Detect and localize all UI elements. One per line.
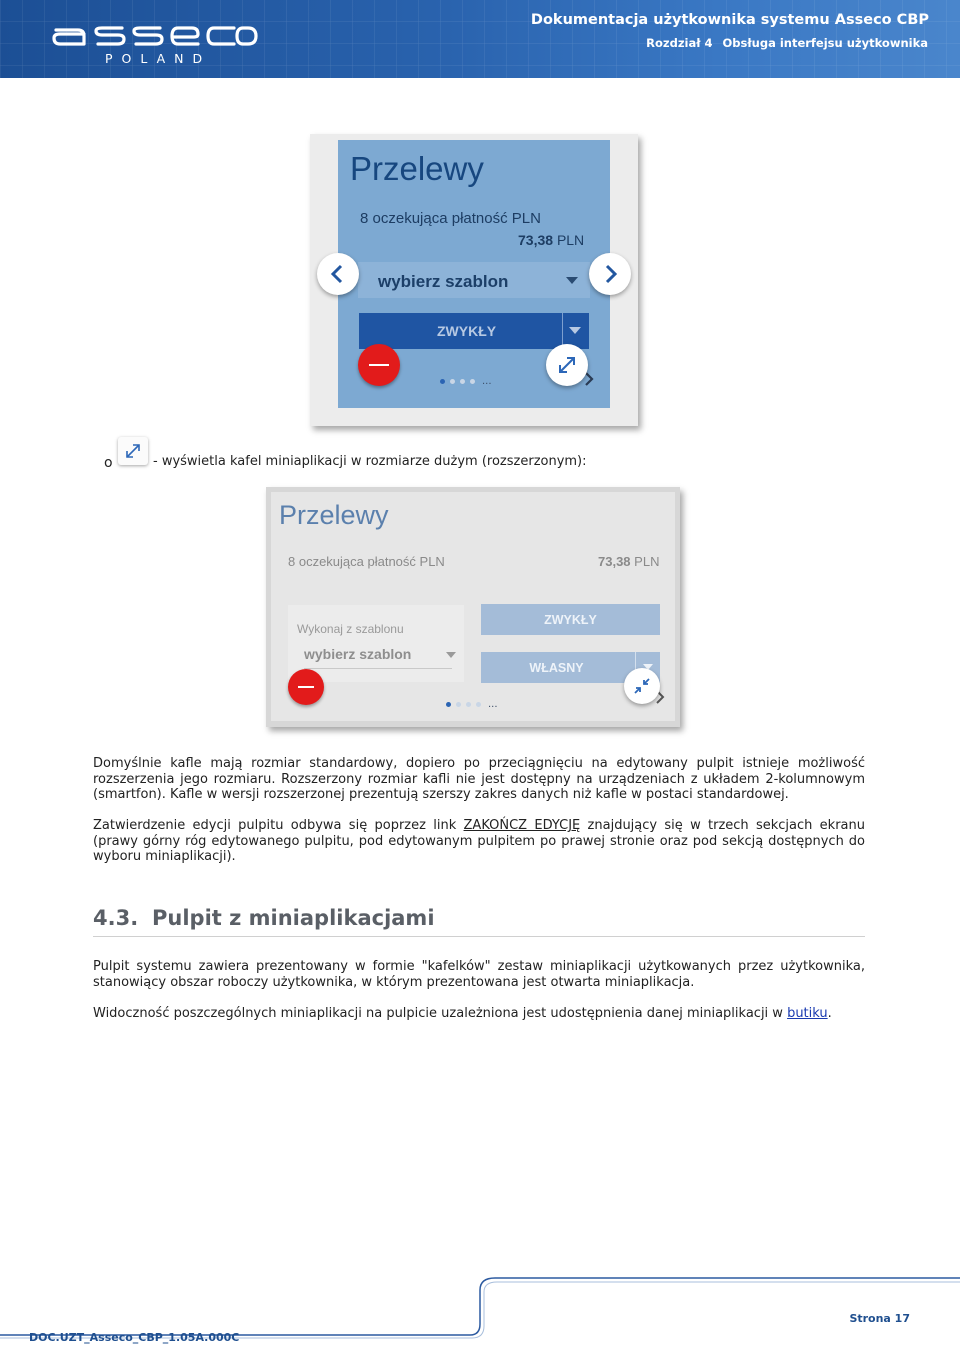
- transfer-button-regular[interactable]: [481, 604, 660, 635]
- page-header: [0, 0, 960, 78]
- page-dot[interactable]: [466, 702, 471, 707]
- page-dot[interactable]: [476, 702, 481, 707]
- bullet-marker: o: [104, 455, 113, 471]
- tile-screenshot-large: [266, 487, 680, 727]
- asseco-logo: [50, 24, 260, 68]
- prev-tile-button[interactable]: [317, 253, 359, 295]
- amount-value: 73,38: [518, 232, 554, 248]
- template-select-value: wybierz szablon: [304, 646, 412, 662]
- tile-large: [271, 492, 675, 721]
- document-code: DOC.UZT_Asseco_CBP_1.05A.000C: [29, 1331, 240, 1344]
- template-select-value: wybierz szablon: [378, 272, 509, 291]
- pagination-more: ...: [488, 699, 498, 710]
- template-select[interactable]: [358, 262, 590, 298]
- boutique-link[interactable]: butiku: [787, 1006, 828, 1021]
- para4-after: .: [827, 1006, 832, 1021]
- finish-edit-link-text: ZAKOŃCZ EDYCJĘ: [463, 818, 581, 833]
- page-dot[interactable]: [450, 379, 455, 384]
- bullet-text: - wyświetla kafel miniaplikacji w rozmiarze dużym (rozszerzonym):: [153, 454, 587, 469]
- expand-button-sample: [118, 437, 148, 465]
- page-dot[interactable]: [460, 379, 465, 384]
- chapter-label: Rozdział 4: [646, 36, 713, 50]
- regular-button-label: ZWYKŁY: [544, 613, 597, 627]
- amount-currency: PLN: [556, 232, 585, 248]
- paragraph-dashboard: Pulpit systemu zawiera prezentowany w formie "kafelków" zestaw miniaplikacji użytkowanych przez użytkownika, stanowiący obszar roboczy użytkownika, w którym prezentowana jest otwarta miniaplikacja.: [93, 959, 865, 990]
- pagination-dots: [446, 699, 498, 710]
- chapter-heading: [646, 36, 928, 50]
- dropdown-caret-icon: [446, 652, 456, 658]
- amount-currency: PLN: [634, 554, 660, 569]
- tile-title: Przelewy: [350, 150, 484, 187]
- tile-pending-info: 8 oczekująca płatność PLN: [360, 210, 541, 227]
- chevron-left-icon: [328, 263, 348, 285]
- tile-screenshot-standard: [310, 134, 638, 426]
- document-title: Dokumentacja użytkownika systemu Asseco CBP: [530, 12, 929, 28]
- svg-text:POLAND: POLAND: [105, 51, 212, 66]
- remove-tile-button[interactable]: [358, 344, 400, 386]
- dropdown-caret-icon: [566, 277, 578, 284]
- collapse-tile-button[interactable]: [624, 668, 660, 704]
- expand-icon: [555, 353, 579, 377]
- page-dot[interactable]: [470, 379, 475, 384]
- paragraph-visibility: [93, 1006, 865, 1022]
- select-underline: [304, 668, 452, 669]
- amount-value: 73,38: [598, 554, 631, 569]
- section-heading: [93, 904, 865, 937]
- tile-amount: [598, 554, 659, 569]
- page-dot[interactable]: [456, 702, 461, 707]
- template-label: Wykonaj z szablonu: [297, 622, 404, 636]
- paragraph-finish-edit: [93, 818, 865, 865]
- next-tile-button[interactable]: [589, 253, 631, 295]
- para4-before: Widoczność poszczególnych miniaplikacji na pulpicie uzależniona jest udostępnienia danej miniaplikacji w: [93, 1006, 788, 1021]
- expand-icon: [124, 442, 142, 460]
- transfer-button[interactable]: [359, 313, 589, 349]
- tile-amount: [518, 232, 584, 248]
- section-number: 4.3.: [93, 906, 139, 930]
- tile-title: Przelewy: [279, 500, 389, 530]
- chapter-title: Obsługa interfejsu użytkownika: [722, 36, 928, 50]
- page-dot[interactable]: [446, 702, 451, 707]
- chevron-right-icon: [600, 263, 620, 285]
- page-number: Strona 17: [849, 1312, 910, 1325]
- remove-tile-button[interactable]: [288, 669, 324, 705]
- para2-before: Zatwierdzenie edycji pulpitu odbywa się poprzez link: [93, 818, 464, 833]
- button-caret-icon[interactable]: [569, 327, 581, 334]
- paragraph-tile-size: Domyślnie kafle mają rozmiar standardowy, dopiero po przeciągnięciu na edytowany pulpit istnieje możliwość rozszerzenia jego rozmiaru. Rozszerzony rozmiar kafli nie jest dostępny na urządzeniach z układem 2-kolumnowym (smartfon). Kafle w wersji rozszerzonej prezentują szerszy zakres danych niż kafle w postaci standardowej.: [93, 756, 865, 803]
- collapse-icon: [632, 676, 652, 696]
- section-title: Pulpit z miniaplikacjami: [152, 906, 435, 930]
- transfer-button-label: ZWYKŁY: [437, 323, 497, 339]
- pagination-more: ...: [482, 376, 492, 387]
- page-dot[interactable]: [440, 379, 445, 384]
- pagination-dots: [440, 376, 492, 387]
- tile-pending-info: 8 oczekująca płatność PLN: [288, 554, 445, 569]
- custom-button-label: WŁASNY: [529, 661, 584, 675]
- para2-after: znajdujący się w trzech sekcjach ekranu (prawy górny róg edytowanego pulpitu, pod edytowanym pulpitem po prawej stronie oraz pod sekcją dostępnych do wyboru miniaplikacji).: [93, 818, 865, 865]
- expand-tile-button[interactable]: [546, 344, 588, 386]
